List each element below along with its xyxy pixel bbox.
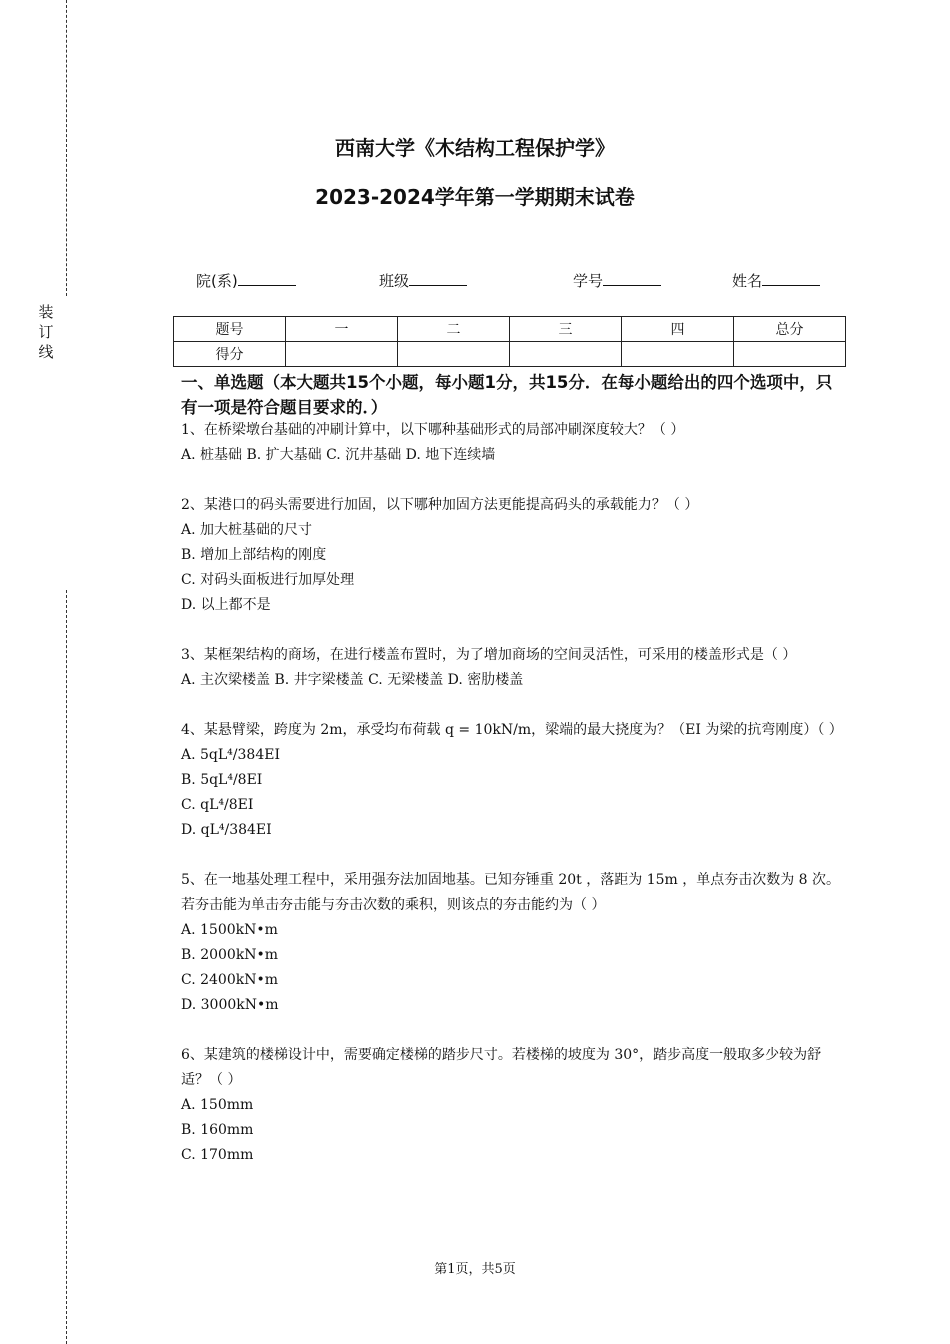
class-blank[interactable] xyxy=(409,271,467,286)
score-header-cell: 总分 xyxy=(734,317,846,342)
name-blank[interactable] xyxy=(762,271,820,286)
question-option: B. 2000kN•m xyxy=(181,947,279,963)
score-table-header-row xyxy=(174,317,846,342)
student-id-field xyxy=(573,270,661,291)
binding-char: 线 xyxy=(38,343,54,361)
question-option: C. 对码头面板进行加厚处理 xyxy=(181,572,355,588)
student-id-blank[interactable] xyxy=(603,271,661,286)
binding-label xyxy=(37,302,55,362)
name-field xyxy=(732,270,820,291)
question-item xyxy=(181,868,841,1018)
binding-char: 订 xyxy=(38,323,54,341)
page-footer: 第1页，共5页 xyxy=(434,1262,516,1277)
question-option: D. 3000kN•m xyxy=(181,997,279,1013)
score-table-score-row xyxy=(174,342,846,367)
score-table xyxy=(173,316,846,367)
question-stem: 4、某悬臂梁，跨度为 2m，承受均布荷载 q = 10kN/m，梁端的最大挠度为？（EI 为梁的抗弯刚度）（ ） xyxy=(181,722,843,738)
score-header-cell: 三 xyxy=(510,317,622,342)
question-stem: 6、某建筑的楼梯设计中，需要确定楼梯的踏步尺寸。若楼梯的坡度为 30°，踏步高度一般取多少较为舒适？（ ） xyxy=(181,1047,822,1088)
question-option: A. 加大桩基础的尺寸 xyxy=(181,522,313,538)
question-option: C. 2400kN•m xyxy=(181,972,279,988)
section-heading: 一、单选题（本大题共15个小题，每小题1分，共15分．在每小题给出的四个选项中，只有一项是符合题目要求的．） xyxy=(181,373,833,417)
name-label: 姓名 xyxy=(732,272,763,290)
question-option: A. 150mm xyxy=(181,1097,254,1113)
question-option: C. qL⁴/8EI xyxy=(181,797,254,813)
question-option: B. 5qL⁴/8EI xyxy=(181,772,263,788)
question-option: C. 170mm xyxy=(181,1147,254,1163)
score-cell[interactable] xyxy=(510,342,622,367)
question-stem: 5、在一地基处理工程中，采用强夯法加固地基。已知夯锤重 20t ，落距为 15m ，单点夯击次数为 8 次。若夯击能为单击夯击能与夯击次数的乘积，则该点的夯击能约为（ ） xyxy=(181,872,841,913)
question-option: A. 主次梁楼盖 B. 井字梁楼盖 C. 无梁楼盖 D. 密肋楼盖 xyxy=(181,672,524,688)
question-list xyxy=(181,418,841,1193)
dept-field xyxy=(196,270,296,291)
question-option: D. qL⁴/384EI xyxy=(181,822,272,838)
question-option: D. 以上都不是 xyxy=(181,597,271,613)
score-header-cell: 四 xyxy=(622,317,734,342)
score-header-cell: 一 xyxy=(286,317,398,342)
exam-title: 西南大学《木结构工程保护学》 xyxy=(335,136,615,160)
question-option: A. 桩基础 B. 扩大基础 C. 沉井基础 D. 地下连续墙 xyxy=(181,447,496,463)
binding-char: 装 xyxy=(38,303,54,321)
dept-label: 院(系) xyxy=(196,272,238,290)
question-item xyxy=(181,718,841,843)
question-item xyxy=(181,493,841,618)
score-cell[interactable] xyxy=(734,342,846,367)
question-option: A. 1500kN•m xyxy=(181,922,278,938)
dept-blank[interactable] xyxy=(238,271,296,286)
question-option: B. 160mm xyxy=(181,1122,254,1138)
question-item xyxy=(181,1043,841,1168)
question-option: A. 5qL⁴/384EI xyxy=(181,747,280,763)
question-stem: 1、在桥梁墩台基础的冲刷计算中，以下哪种基础形式的局部冲刷深度较大？（ ） xyxy=(181,422,685,438)
score-cell[interactable] xyxy=(398,342,510,367)
score-cell[interactable] xyxy=(622,342,734,367)
question-option: B. 增加上部结构的刚度 xyxy=(181,547,327,563)
score-cell[interactable] xyxy=(286,342,398,367)
question-stem: 2、某港口的码头需要进行加固，以下哪种加固方法更能提高码头的承载能力？（ ） xyxy=(181,497,699,513)
exam-subtitle: 2023-2024学年第一学期期末试卷 xyxy=(315,185,635,209)
score-header-cell: 题号 xyxy=(174,317,286,342)
score-row-label: 得分 xyxy=(174,342,286,367)
class-field xyxy=(379,270,467,291)
question-item xyxy=(181,418,841,468)
question-item xyxy=(181,643,841,693)
student-id-label: 学号 xyxy=(573,272,604,290)
class-label: 班级 xyxy=(379,272,410,290)
score-header-cell: 二 xyxy=(398,317,510,342)
question-stem: 3、某框架结构的商场，在进行楼盖布置时，为了增加商场的空间灵活性，可采用的楼盖形式是（ ） xyxy=(181,647,797,663)
